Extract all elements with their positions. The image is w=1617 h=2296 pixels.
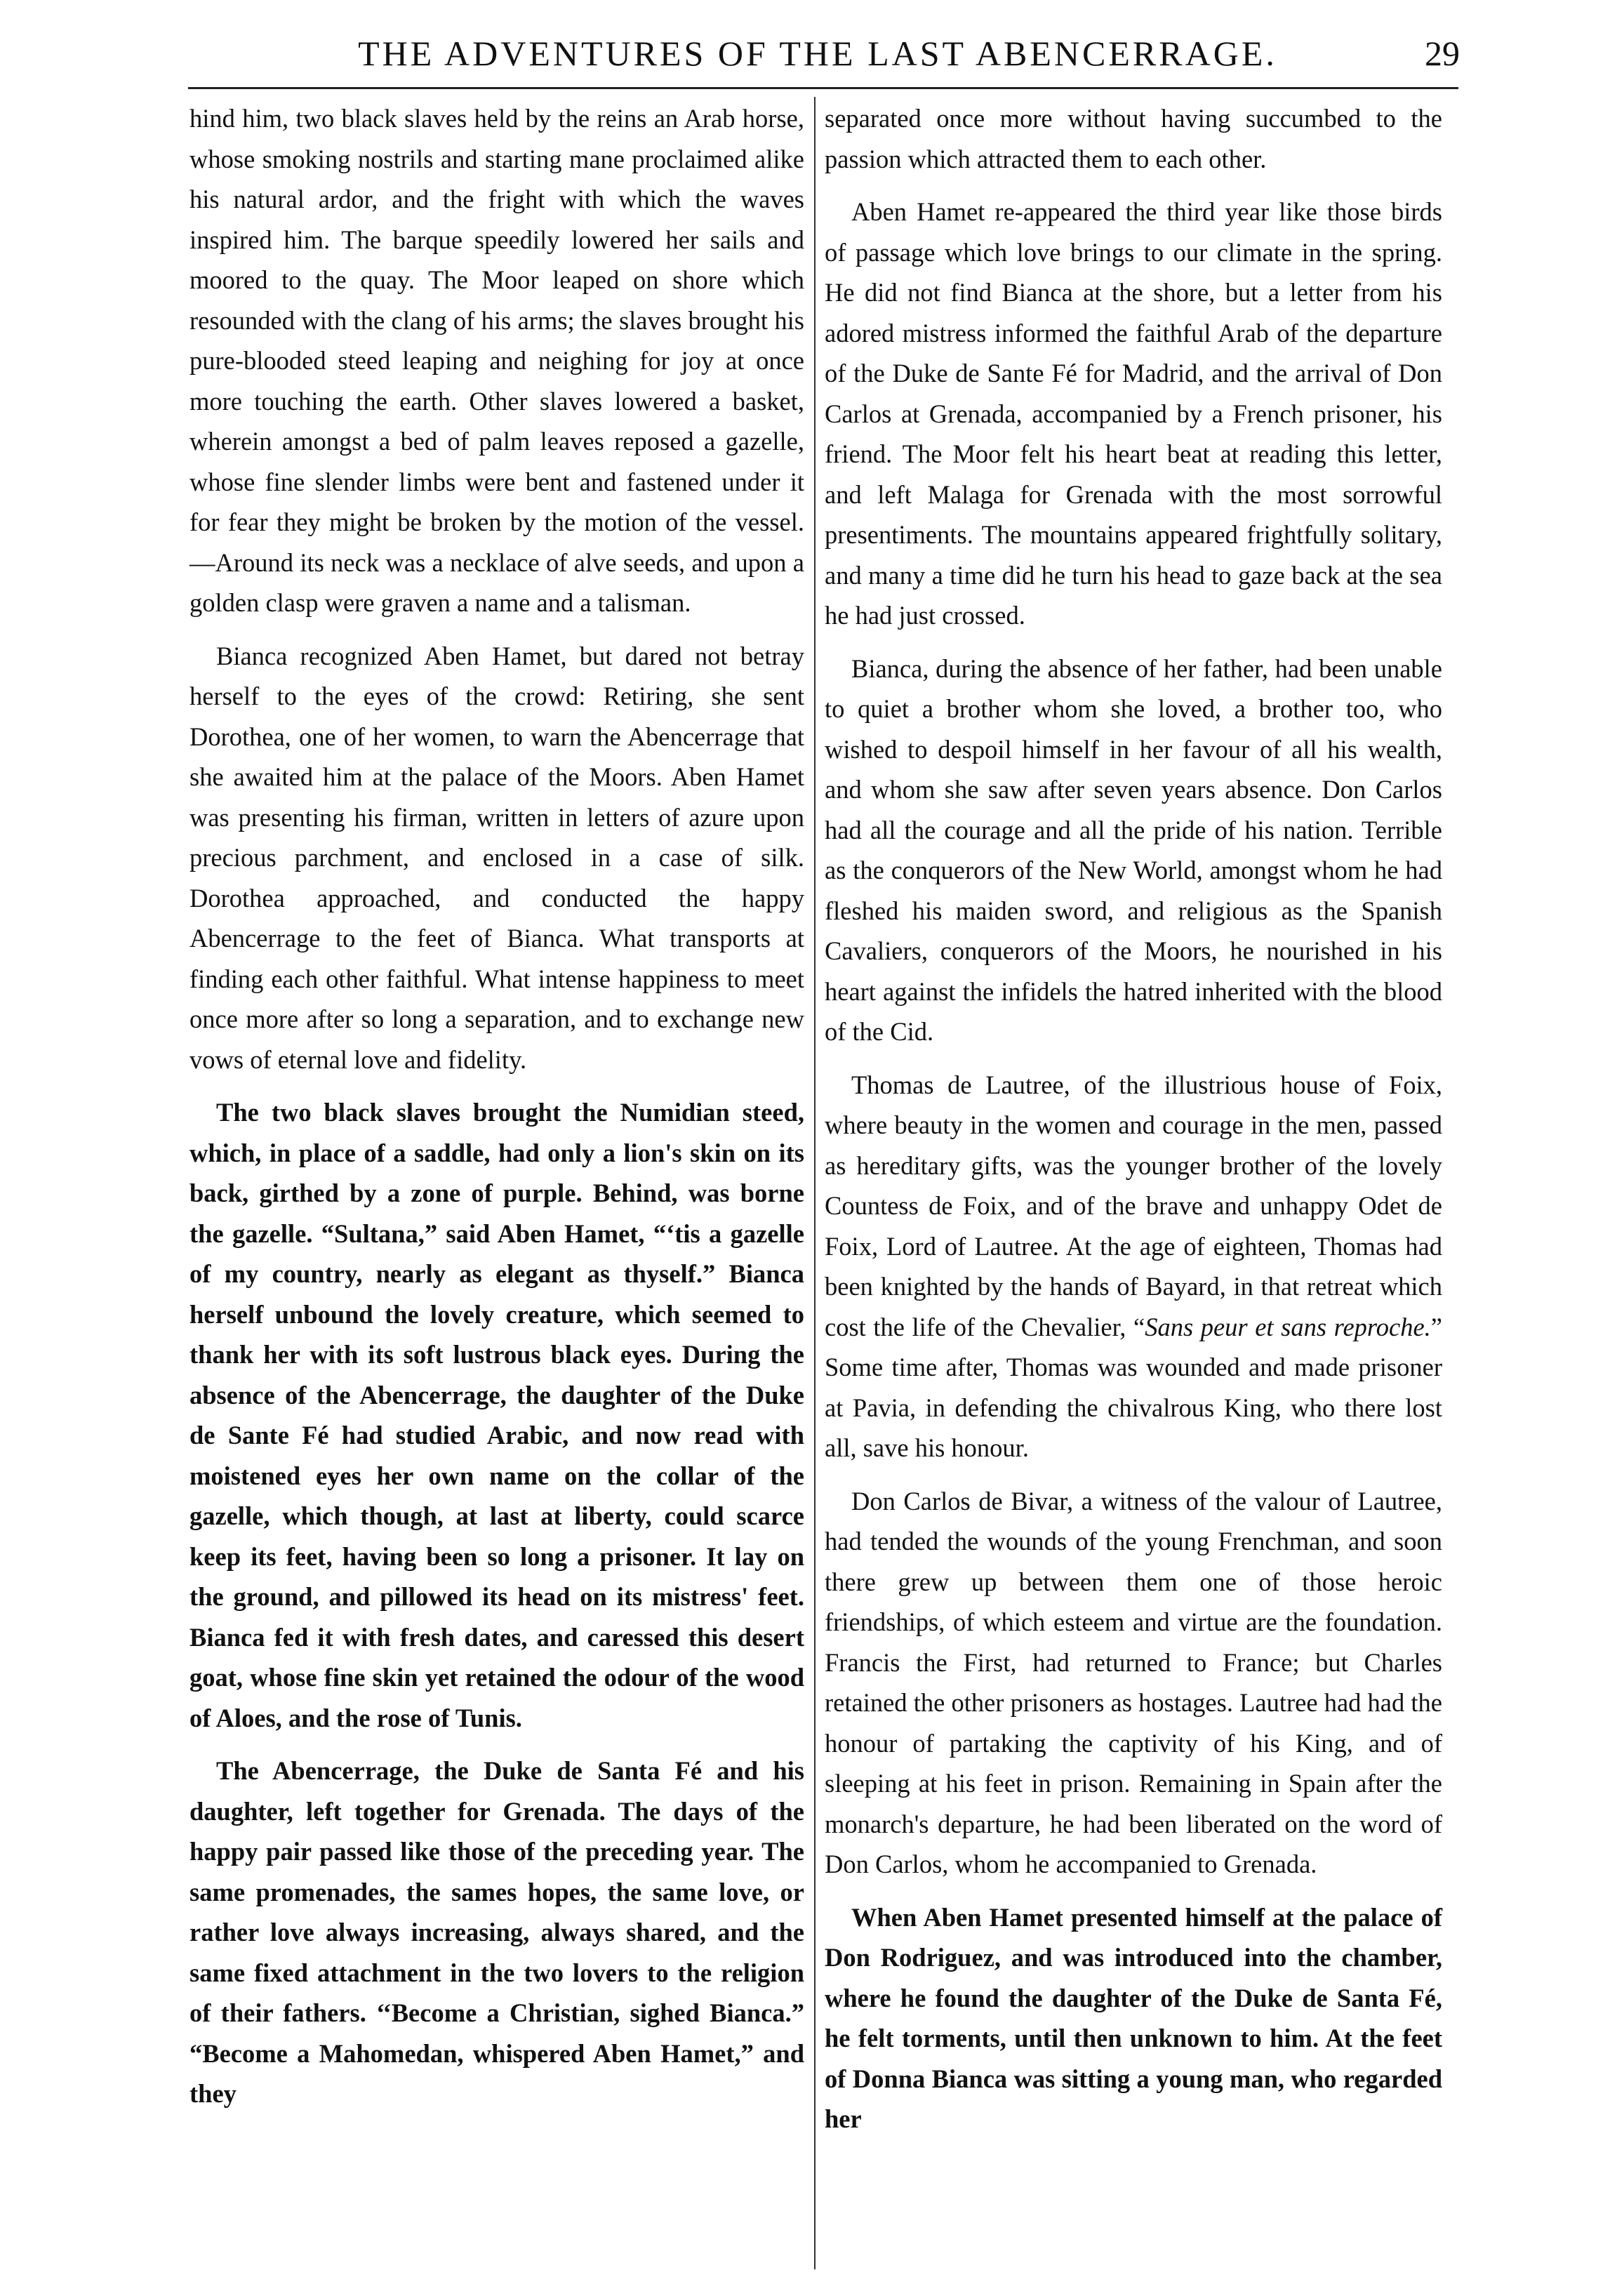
- paragraph: Bianca recognized Aben Hamet, but dared not betray herself to the eyes of the crowd: Retiring, she sent Dorothea, one of her women, to warn the Abencerrage that she awaited him at the palace of the Moors. Aben Hamet was presenting his firman, written in letters of azure upon precious parchment, and enclosed in a case of silk. Dorothea approached, and conducted the happy Abencerrage to the feet of Bianca. What transports at finding each other faithful. What intense happiness to meet once more after so long a separation, and to exchange new vows of eternal love and fidelity.: [189, 641, 804, 1074]
- paragraph: The two black slaves brought the Numidian steed, which, in place of a saddle, had only a lion's skin on its back, girthed by a zone of purple. Behind, was borne the gazelle. “Sultana,” said Aben Hamet, “‘tis a gazelle of my country, nearly as elegant as thyself.” Bianca herself unbound the lovely creature, which seemed to thank her with its soft lustrous black eyes. During the absence of the Abencerrage, the daughter of the Duke de Sante Fé had studied Arabic, and now read with moistened eyes her own name on the collar of the gazelle, which though, at last at liberty, could scarce keep its feet, having been so long a prisoner. It lay on the ground, and pillowed its head on its mistress' feet. Bianca fed it with fresh dates, and caressed this desert goat, whose fine skin yet retained the odour of the wood of Aloes, and the rose of Tunis.: [189, 1098, 804, 1732]
- paragraph: hind him, two black slaves held by the reins an Arab horse, whose smoking nostrils and starting mane proclaimed alike his natural ardor, and the fright with which the waves inspired him. The barque speedily lowered her sails and moored to the quay. The Moor leaped on shore which resounded with the clang of his arms; the slaves brought his pure-blooded steed leaping and neighing for joy at once more touching the earth. Other slaves lowered a basket, wherein amongst a bed of palm leaves reposed a gazelle, whose fine slender limbs were bent and fastened under it for fear they might be broken by the motion of the vessel.—Around its neck was a necklace of alve seeds, and upon a golden clasp were graven a name and a talisman.: [189, 104, 804, 617]
- right-column: [825, 98, 1442, 2139]
- paragraph: [825, 1065, 1442, 1468]
- left-column: [189, 98, 804, 2114]
- paragraph-text: ” Some time after, Thomas was wounded and made prisoner at Pavia, in defending the chivalrous King, who there lost all, save his honour.: [825, 1312, 1442, 1462]
- paragraph: When Aben Hamet presented himself at the palace of Don Rodriguez, and was introduced into the chamber, where he found the daughter of the Duke de Santa Fé, he felt torments, until then unknown to him. At the feet of Donna Bianca was sitting a young man, who regarded her: [825, 1902, 1442, 2133]
- paragraph: separated once more without having succumbed to the passion which attracted them to each other.: [825, 104, 1442, 173]
- paragraph: The Abencerrage, the Duke de Santa Fé and his daughter, left together for Grenada. The days of the happy pair passed like those of the preceding year. The same promenades, the sames hopes, the same love, or rather love always increasing, always shared, and the same fixed attachment in the two lovers to the religion of their fathers. ‘‘Become a Christian, sighed Bianca.” “Become a Mahomedan, whispered Aben Hamet,” and they: [189, 1756, 804, 2108]
- header-rule: [188, 87, 1458, 89]
- paragraph: Aben Hamet re-appeared the third year like those birds of passage which love brings to our climate in the spring. He did not find Bianca at the shore, but a letter from his adored mistress informed the faithful Arab of the departure of the Duke de Sante Fé for Madrid, and the arrival of Don Carlos at Grenada, accompanied by a French prisoner, his friend. The Moor felt his heart beat at reading this letter, and left Malaga for Grenada with the most sorrowful presentiments. The mountains appeared frightfully solitary, and many a time did he turn his head to gaze back at the sea he had just crossed.: [825, 197, 1442, 630]
- paragraph: Bianca, during the absence of her father, had been unable to quiet a brother whom she loved, a brother too, who wished to despoil himself in her favour of all his wealth, and whom she saw after seven years absence. Don Carlos had all the courage and all the pride of his nation. Terrible as the conquerors of the New World, amongst whom he had fleshed his maiden sword, and religious as the Spanish Cavaliers, conquerors of the Moors, he nourished in his heart against the infidels the hatred inherited with the blood of the Cid.: [825, 653, 1442, 1046]
- page-header: [175, 25, 1460, 81]
- column-divider: [814, 97, 816, 2269]
- paragraph: Don Carlos de Bivar, a witness of the valour of Lautree, had tended the wounds of the young Frenchman, and soon there grew up between them one of those heroic friendships, of which esteem and virtue are the foundation. Francis the First, had returned to France; but Charles retained the other prisoners as hostages. Lautree had had the honour of partaking the captivity of his King, and of sleeping at his feet in prison. Remaining in Spain after the monarch's departure, he had been liberated on the word of Don Carlos, whom he accompanied to Grenada.: [825, 1486, 1442, 1878]
- paragraph-text: Thomas de Lautree, of the illustrious house of Foix, where beauty in the women and courage in the men, passed as hereditary gifts, was the younger brother of the lovely Countess de Foix, and of the brave and unhappy Odet de Foix, Lord of Lautree. At the age of eighteen, Thomas had been knighted by the hands of Bayard, in that retreat which cost the life of the Chevalier, “: [825, 1070, 1442, 1341]
- running-head: THE ADVENTURES OF THE LAST ABENCERRAGE.: [358, 34, 1277, 73]
- motto-italic: Sans peur et sans reproche.: [1145, 1312, 1431, 1341]
- page-number: 29: [1425, 34, 1460, 73]
